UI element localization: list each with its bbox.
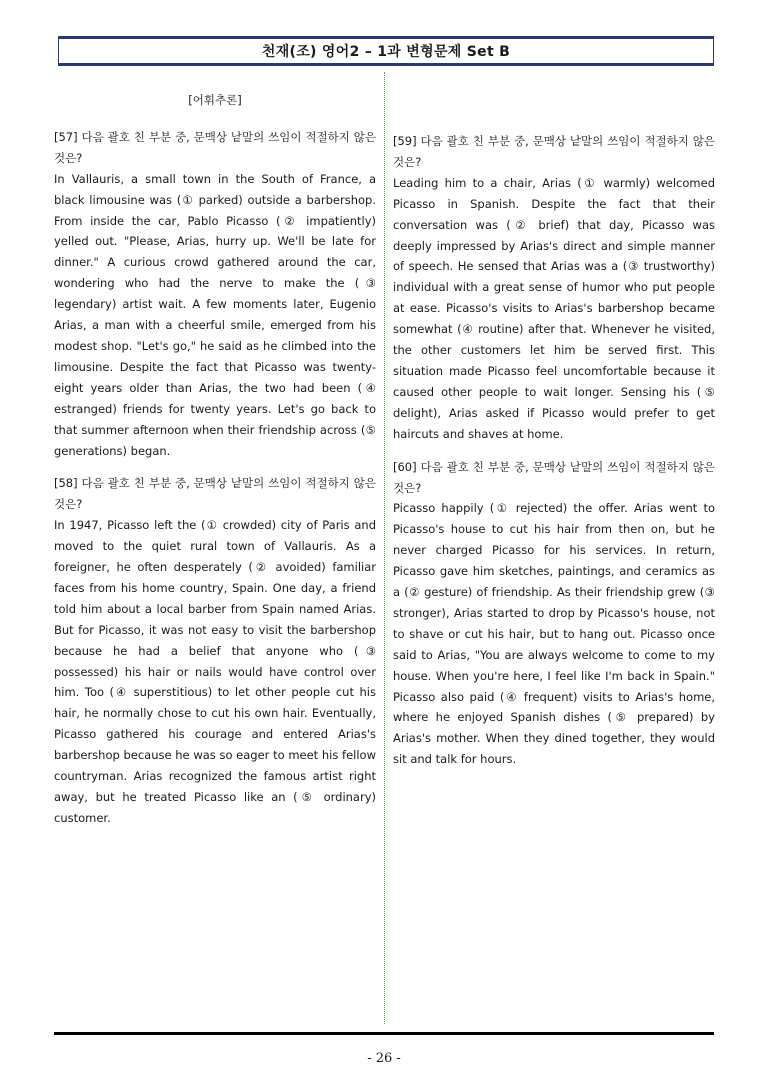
question-passage: In 1947, Picasso left the (① crowded) city of Paris and moved to the quiet rural town of Vallauris. As a foreigner, he often desperately (② avoided) familiar faces from his home country, Spain. One day, a friend told him about a local barber from Spain named Arias. But for Picasso, it was not easy to visit the barbershop because he had a belief that anyone who (③ possessed) his hair or nails would have control over him. Too (④ superstitious) to let other people cut his hair, he normally chose to cut his own hair. Eventually, Picasso gathered his courage and entered Arias's barbershop because he was so eager to meet his fellow countryman. Arias recognized the famous artist right away, but he treated Picasso like an (⑤ ordinary) customer. (54, 518, 376, 825)
page-number: - 26 - (367, 1051, 401, 1066)
page-header (58, 36, 714, 66)
question-59 (393, 131, 715, 445)
question-passage: In Vallauris, a small town in the South of France, a black limousine was (① parked) outside a barbershop. From inside the car, Pablo Picasso (② impatiently) yelled out. "Please, Arias, hurry up. We'll be late for dinner." A curious crowd gathered around the car, wondering who had the nerve to make the (③ legendary) artist wait. A few moments later, Eugenio Arias, a man with a cheerful smile, emerged from his modest shop. "Let's go," he said as he climbed into the limousine. Despite the fact that Picasso was twenty-eight years older than Arias, the two had been (④ estranged) friends for twenty years. Let's go back to that summer afternoon when their friendship across (⑤ generations) began. (54, 171, 376, 458)
question-prompt: [57] 다음 괄호 친 부분 중, 문맥상 낱말의 쓰임이 적절하지 않은 것은? (54, 129, 376, 165)
left-column (54, 86, 376, 841)
question-57 (54, 127, 376, 462)
question-passage: Leading him to a chair, Arias (① warmly) welcomed Picasso in Spanish. Despite the fact that their conversation was (② brief) that day, Picasso was deeply impressed by Arias's direct and simple manner of speech. He sensed that Arias was a (③ trustworthy) individual with a great sense of humor who put people at ease. Picasso's visits to Arias's barbershop became somewhat (④ routine) after that. Whenever he visited, the other customers let him be served first. This situation made Picasso feel uncomfortable because it caused other people to wait longer. Sensing his (⑤ delight), Arias asked if Picasso would prefer to get haircuts and shaves at home. (393, 175, 715, 441)
page-title: 천재(조) 영어2 – 1과 변형문제 Set B (261, 44, 511, 60)
right-column (393, 86, 715, 782)
question-prompt: [59] 다음 괄호 친 부분 중, 문맥상 낱말의 쓰임이 적절하지 않은 것은? (393, 134, 715, 169)
question-58 (54, 473, 376, 828)
question-60 (393, 457, 715, 771)
question-prompt: [60] 다음 괄호 친 부분 중, 문맥상 낱말의 쓰임이 적절하지 않은 것은? (393, 459, 715, 495)
column-divider (384, 72, 385, 1024)
section-tag: [어휘추론] (188, 93, 242, 107)
footer-rule (54, 1032, 714, 1035)
question-passage: Picasso happily (① rejected) the offer. Arias went to Picasso's house to cut his hair from then on, but he never charged Picasso for his services. In return, Picasso gave him sketches, paintings, and ceramics as a (② gesture) of friendship. As their friendship grew (③ stronger), Arias started to drop by Picasso's house, not to shave or cut his hair, but to hang out. Picasso once said to Arias, "You are always welcome to come to my house. When you're here, I feel like I'm back in Spain." Picasso also paid (④ frequent) visits to Arias's home, where he enjoyed Spanish dishes (⑤ prepared) by Arias's mother. When they dined together, they would sit and talk for hours. (393, 501, 715, 767)
question-prompt: [58] 다음 괄호 친 부분 중, 문맥상 낱말의 쓰임이 적절하지 않은 것은? (54, 476, 376, 512)
